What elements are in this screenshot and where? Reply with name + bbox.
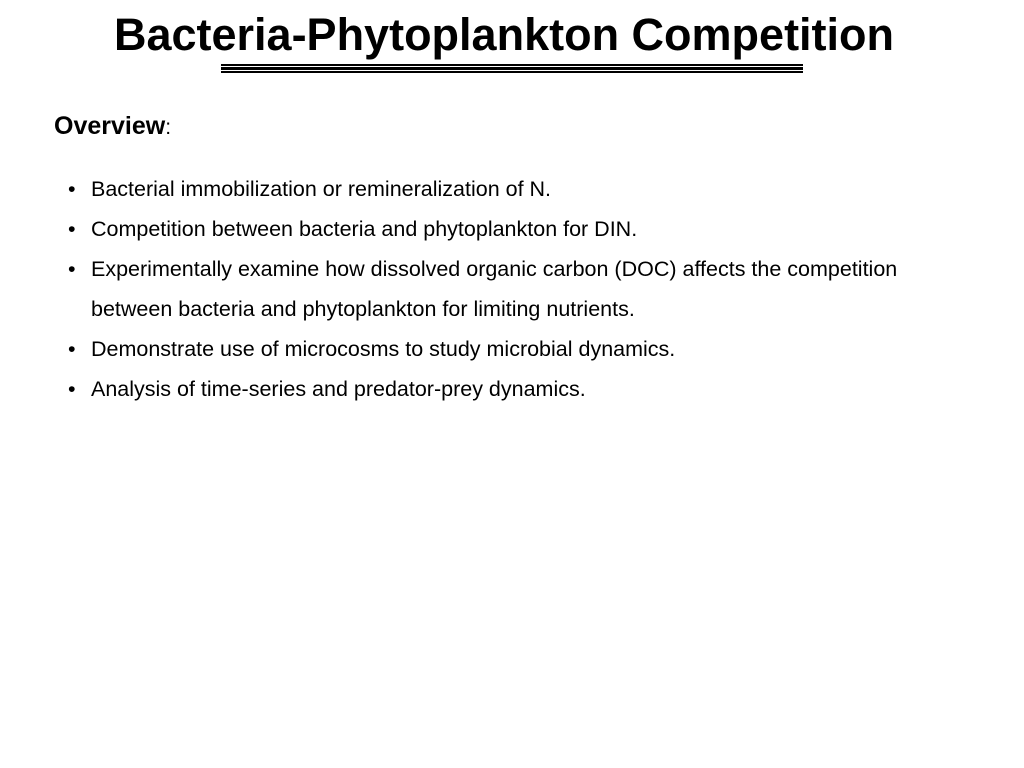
bullet-text: Competition between bacteria and phytoplankton for DIN.: [91, 217, 638, 241]
bullet-text: Bacterial immobilization or remineralization of N.: [91, 177, 552, 201]
bullet-dot-icon: •: [68, 177, 76, 201]
title-underline-line-top: [221, 64, 803, 66]
title-underline-line-middle: [221, 67, 803, 70]
bullet-dot-icon: •: [68, 257, 76, 281]
bullet-text: Analysis of time-series and predator-prey dynamics.: [91, 377, 586, 401]
overview-heading: [54, 110, 171, 144]
bullet-item: [60, 249, 960, 329]
title-underline: [221, 64, 803, 73]
bullet-text: Experimentally examine how dissolved organic carbon (DOC) affects the competition between bacteria and phytoplankton for limiting nutrients.: [91, 257, 898, 321]
bullet-text: Demonstrate use of microcosms to study microbial dynamics.: [91, 337, 676, 361]
bullet-item: [60, 169, 960, 209]
slide-title: Bacteria-Phytoplankton Competition: [113, 9, 895, 60]
bullet-dot-icon: •: [68, 217, 76, 241]
overview-heading-colon: :: [165, 116, 172, 139]
bullet-dot-icon: •: [68, 337, 76, 361]
bullet-item: [60, 209, 960, 249]
overview-bullet-list: [60, 169, 960, 409]
bullet-item: [60, 329, 960, 369]
bullet-item: [60, 369, 960, 409]
overview-heading-label: Overview: [54, 112, 166, 140]
bullet-dot-icon: •: [68, 377, 76, 401]
title-underline-line-bottom: [221, 71, 803, 73]
